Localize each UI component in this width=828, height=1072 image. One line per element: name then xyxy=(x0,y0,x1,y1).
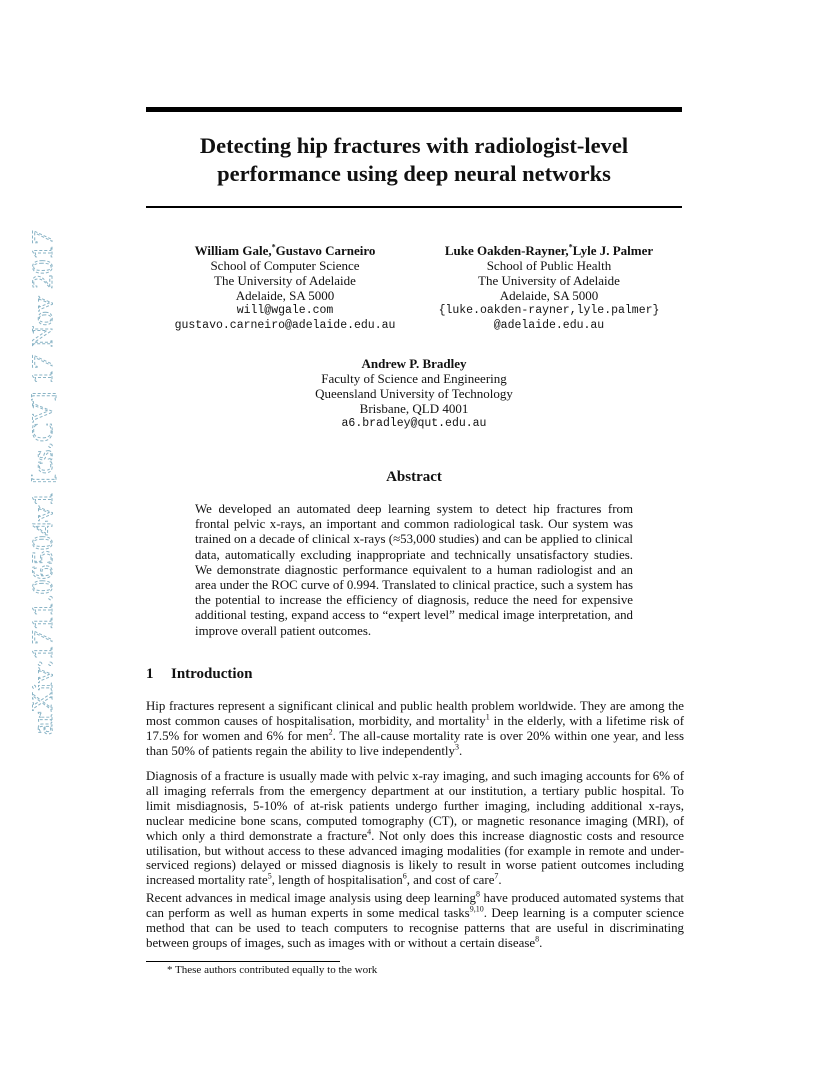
paper-title xyxy=(146,132,682,188)
section-title: Introduction xyxy=(171,666,253,682)
footnote-rule xyxy=(146,961,340,962)
author-name: Andrew P. Bradley xyxy=(361,356,467,371)
citation: 8 xyxy=(535,934,540,944)
affiliation-line: The University of Adelaide xyxy=(478,273,620,288)
title-line-2: performance using deep neural networks xyxy=(217,161,611,186)
affiliation-line: Adelaide, SA 5000 xyxy=(499,288,599,303)
arxiv-identifier: arXiv:1711.06504v1 [cs.CV] 17 Nov 2017 xyxy=(26,221,59,735)
title-rule-bottom xyxy=(146,206,682,208)
intro-paragraph-1: Hip fractures represent a significant clinical and public health problem worldwide. They are among the most common causes of hospitalisation, morbidity, and mortality$^1$ in the elderly, with a lifetime risk of 17.5% for women and 6% for men$^2$. The all-cause mortality rate is over 20% within one year, and less than 50% of patients regain the ability to live independently$^3$. xyxy=(146,699,684,758)
affiliation-line: Faculty of Science and Engineering xyxy=(321,371,507,386)
citation: 2 xyxy=(328,727,333,737)
section-number: 1 xyxy=(146,666,154,682)
intro-paragraph-2: Diagnosis of a fracture is usually made with pelvic x-ray imaging, and such imaging accounts for 6% of all imaging referrals from the emergency department at our institution, a tertiary public hospital. To limit misdiagnosis, 5-10% of at-risk patients undergo further imaging, including additional x-rays, nuclear medicine bone scans, computed tomography (CT), or magnetic resonance imaging (MRI), of which only a third demonstrate a fracture$^4$. Not only does this increase diagnostic costs and resource utilisation, but without access to these advanced imaging modalities (for example in remote and under-serviced regions) delayed or missed diagnosis is likely to result in worse patient outcomes including increased mortality rate$^5$, length of hospitalisation$^6$, and cost of care$^7$. xyxy=(146,769,684,888)
footnote: * These authors contributed equally to the work xyxy=(167,964,378,976)
email-line: @adelaide.edu.au xyxy=(493,319,605,332)
citation: 3 xyxy=(454,742,459,752)
section-heading xyxy=(146,666,252,683)
affiliation-line: School of Computer Science xyxy=(210,258,360,273)
citation: 5 xyxy=(267,872,272,882)
email-line: gustavo.carneiro@adelaide.edu.au xyxy=(174,319,396,332)
affiliation-line: The University of Adelaide xyxy=(214,273,356,288)
citation: 4 xyxy=(367,827,372,837)
citation: 6 xyxy=(402,872,407,882)
author-block-center xyxy=(292,356,536,431)
citation: 1 xyxy=(485,712,490,722)
affiliation-line: Queensland University of Technology xyxy=(315,386,513,401)
abstract-heading: Abstract xyxy=(386,469,442,485)
author-names: William Gale,*Gustavo Carneiro xyxy=(194,242,376,258)
citation: 7 xyxy=(494,872,499,882)
title-rule-top xyxy=(146,107,682,112)
affiliation-line: Adelaide, SA 5000 xyxy=(235,288,335,303)
email-line: a6.bradley@qut.edu.au xyxy=(341,417,487,430)
author-names: Luke Oakden-Rayner,*Lyle J. Palmer xyxy=(444,242,654,258)
email-line: will@wgale.com xyxy=(236,304,334,317)
abstract-text: We developed an automated deep learning system to detect hip fractures from frontal pelvic x-rays, an important and common radiological task. Our system was trained on a decade of clinical x-rays (≈53,000 studies) and can be applied to clinical data, automatically excluding inappropriate and technically unsatisfactory studies. We demonstrate diagnostic performance equivalent to a human radiologist and an area under the ROC curve of 0.994. Translated to clinical practice, such a system has the potential to increase the efficiency of diagnosis, reduce the need for expensive additional testing, expand access to “expert level” medical image interpretation, and improve overall patient outcomes. xyxy=(195,502,633,638)
affiliation-line: School of Public Health xyxy=(486,258,612,273)
affiliation-line: Brisbane, QLD 4001 xyxy=(359,401,469,416)
intro-paragraph-3: Recent advances in medical image analysis using deep learning$^8$ have produced automated systems that can perform as well as human experts in some medical tasks$^{9,10}$. Deep learning is a computer science method that can be used to teach computers to recognise patterns that are useful in discriminating between groups of images, such as images with or without a certain disease$^8$. xyxy=(146,889,684,950)
author-block-left xyxy=(156,243,414,333)
title-line-1: Detecting hip fractures with radiologist-level xyxy=(199,133,629,158)
citation: 8 xyxy=(475,889,480,899)
citation: 9,10 xyxy=(469,904,484,914)
arxiv-stamp xyxy=(14,200,59,780)
email-line: {luke.oakden-rayner,lyle.palmer} xyxy=(438,304,660,317)
author-block-right xyxy=(418,243,680,333)
